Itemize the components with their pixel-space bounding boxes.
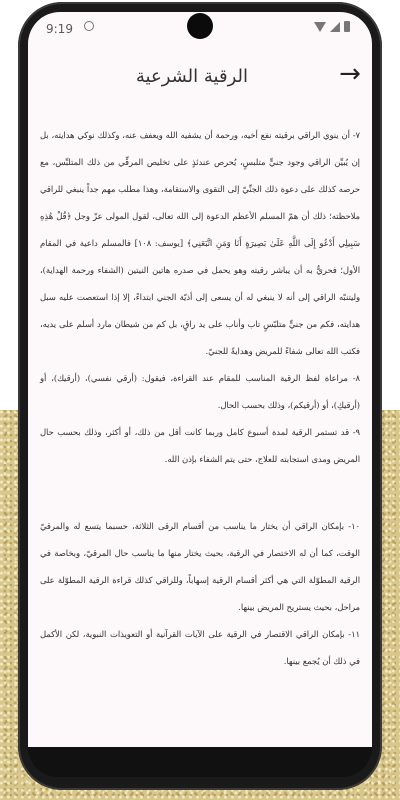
page-title: الرقية الشرعية: [135, 66, 248, 87]
app-bar: [28, 52, 372, 96]
status-time: 9:19: [46, 22, 73, 36]
battery-icon: [344, 21, 350, 32]
paragraph-8: ٨- مراعاة لفظ الرقية المناسب للمقام عند القراءة، فيقول: (أرقي نفسي)، (أرقيك)، أو (أرقيكِ)، أو (أرقيكم)، وذلك بحسب الحال.: [40, 373, 360, 410]
arrow-right-icon[interactable]: →: [339, 59, 361, 89]
dnd-icon: [84, 21, 94, 31]
paragraph-10: ١٠- بإمكان الراقي أن يختار ما يناسب من أقسام الرقى الثلاثة، حسبما يتسع له والمرقيّ الوقت، كما أن له الاختصار في الرقية، بحيث يختار منها ما يناسب حال المرقيّ، وبخاصة في الرقية المطوّلة التي هي أكثر أقسام الرقية إسهاباً، وللراقي كذلك قراءة الرقية المطوّلة على مراحل، بحيث يستريح المريض بينها.: [40, 521, 360, 612]
article-body: [40, 122, 360, 682]
signal-icon: [330, 22, 340, 32]
paragraph-9: ٩- قد تستمر الرقية لمدة أسبوع كامل وربما كانت أقل من ذلك، أو أكثر، وذلك بحسب حال المريض ومدى استجابته للعلاج، حتى يتم الشفاء بإذن الله.: [40, 427, 360, 464]
paragraph-gap: [40, 473, 360, 513]
paragraph-7: ٧- أن ينوي الراقي برقيته نفع أخيه، ورحمة أن يشفيه الله ويعفف عنه، وكذلك نوكي هدايته، بل إن يُبيِّن الراقي وجود جنيٍّ متلبسٍ، يُحرص عندئذٍ على تخليص المرقِّي من ذلك المتلبِّس، مع حرصه كذلك على دعوة ذلك الجنِّيّ إلى التقوى والاستقامة، وهذا مطلب مهم جداً ينبغي للراقي ملاحظته؛ ذلك أن همّ المسلم الأعظم الدعوة إلى الله تعالى، لقول المولى عزّ وجل ﴿قُلْ هَٰذِهِ سَبِيلِي أَدْعُو إِلَى اللَّهِ عَلَىٰ بَصِيرَةٍ أَنَا وَمَنِ اتَّبَعَنِي﴾ [يوسف: ١٠٨] فالمسلم داعية في المقام الأول؛ فحريٌّ به أن يباشر رقيته وهو يحمل في صدره هاتين النيتين (الشفاء ورحمة الهداية)، وليتنبّه الراقي إلى أنه لا ينبغي له أن يسعى إلى أذيّة الجني ابتداءً، إلا إذا استعصت عليه سبل هدايته، فكم من جنيٍّ متلبّسٍ تاب وأناب على يد راقٍ، بل كم من شيطان مارد أسلم على يديه، فكتب الله تعالى شفاءً للمريض وهدايةً للجنيّ.: [40, 130, 360, 356]
status-icons: [314, 21, 350, 32]
wifi-icon: [314, 22, 326, 32]
app-screen: [28, 12, 372, 747]
paragraph-11: ١١- بإمكان الراقي الاقتصار في الرقية على الآيات القرآنية أو التعويذات النبوية، لكن الأكمل في ذلك أن يُجمع بينها.: [40, 629, 360, 666]
bottom-bezel: [28, 747, 372, 777]
camera-icon: [187, 13, 213, 39]
